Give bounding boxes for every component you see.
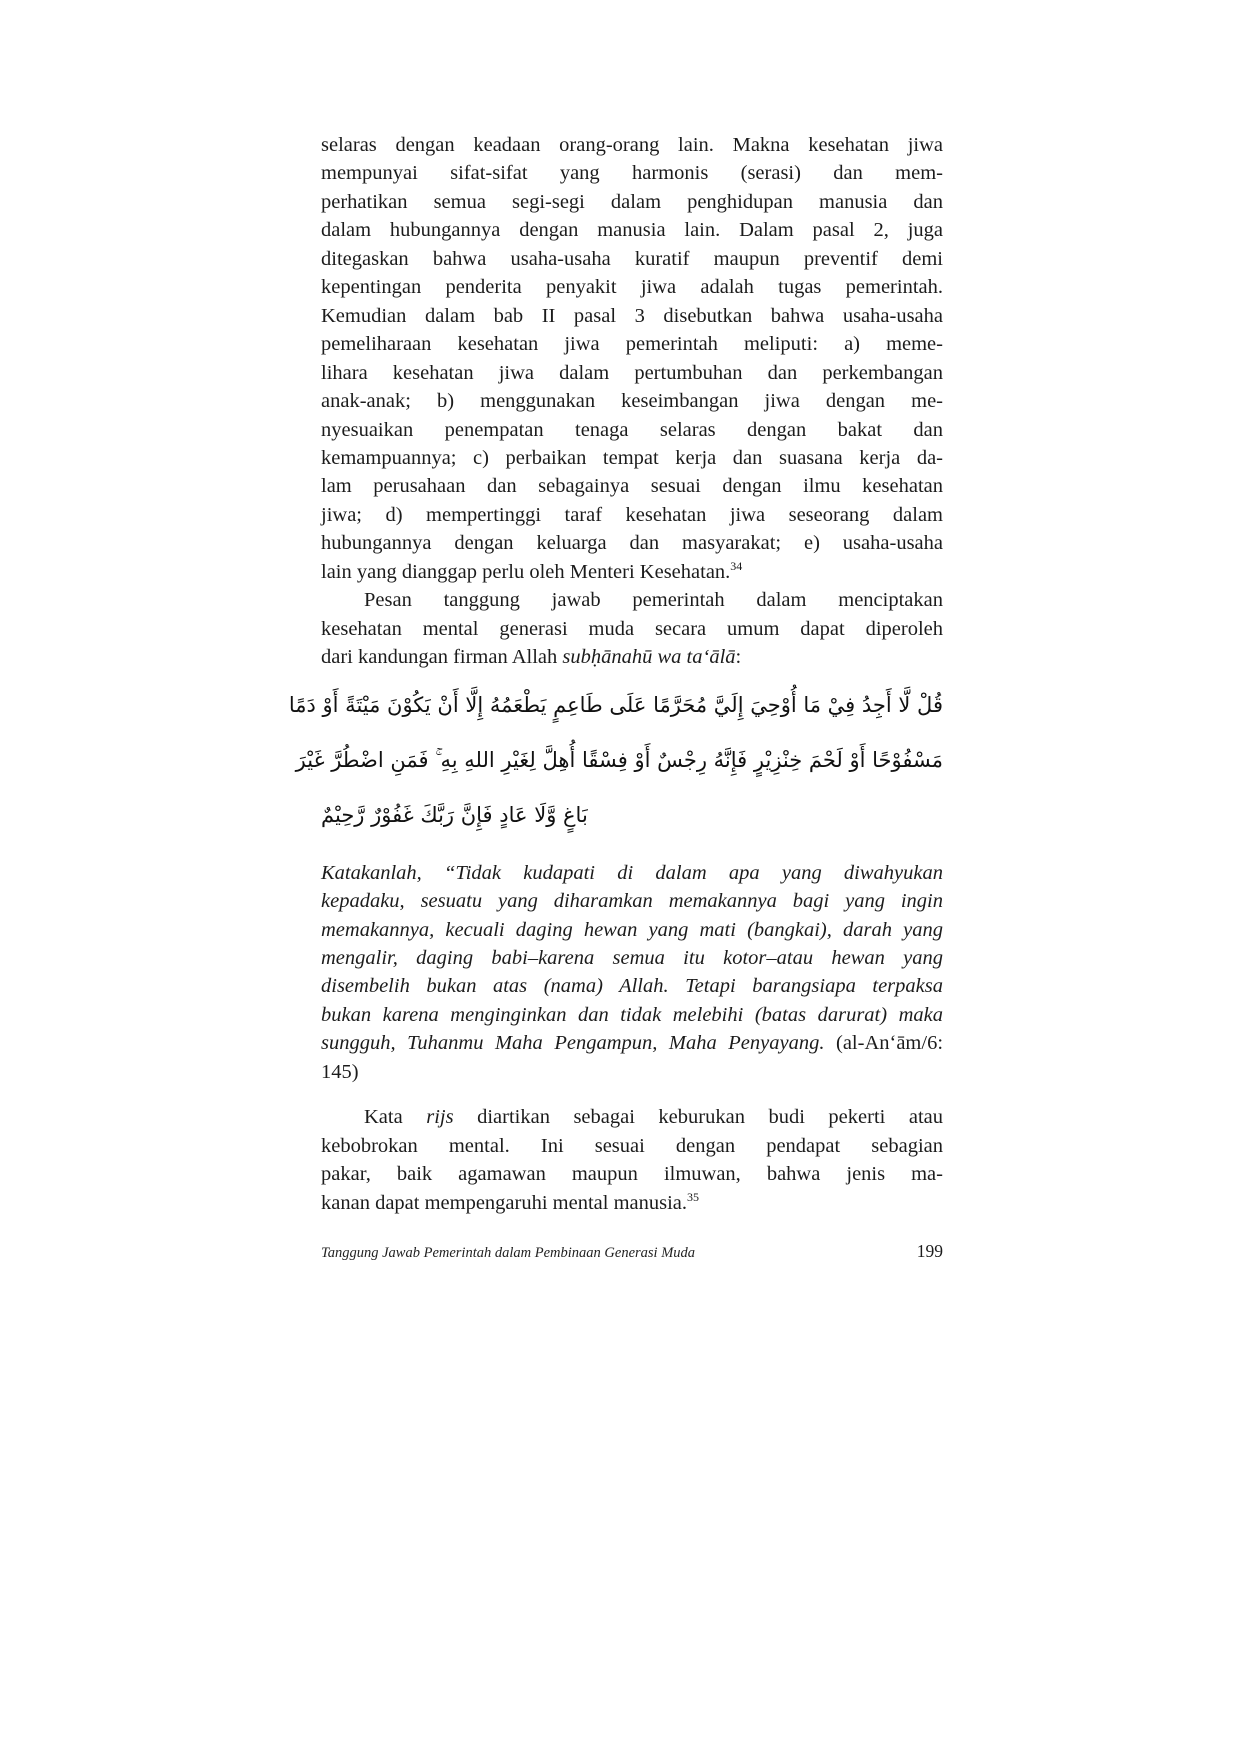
text-line: hubungannya dengan keluarga dan masyarakat; e) usaha-usaha	[321, 532, 943, 555]
text-run: lain yang dianggap perlu oleh Menteri Kesehatan.	[321, 560, 731, 583]
text-line: 145)	[321, 1060, 359, 1083]
text-line	[321, 1029, 943, 1057]
text-line	[321, 1103, 943, 1131]
quran-verse-arabic	[288, 678, 943, 843]
term-rijs: rijs	[426, 1106, 454, 1129]
text-line: lam perusahaan dan sebagainya sesuai dengan ilmu kesehatan	[321, 475, 943, 498]
text-line: nyesuaikan penempatan tenaga selaras dengan bakat dan	[321, 418, 943, 441]
text-line	[321, 1189, 943, 1217]
page-footer	[321, 1241, 943, 1262]
arabic-line: قُلْ لَّا أَجِدُ فِيْ مَا أُوْحِيَ إِلَيَّ مُحَرَّمًا عَلَى طَاعِمٍ يَطْعَمُهُ إِلَّا أَنْ يَكُوْنَ مَيْتَةً أَوْ دَمًا	[288, 692, 943, 717]
text-line: disembelih bukan atas (nama) Allah. Tetapi barangsiapa terpaksa	[321, 975, 943, 998]
text-line: kemampuannya; c) perbaikan tempat kerja dan suasana kerja da-	[321, 446, 943, 469]
text-line	[321, 558, 943, 586]
text-line: lihara kesehatan jiwa dalam pertumbuhan dan perkembangan	[321, 361, 943, 384]
text-line: memakannya, kecuali daging hewan yang mati (bangkai), darah yang	[321, 918, 943, 941]
text-block	[288, 131, 944, 1217]
text-line: kebobrokan mental. Ini sesuai dengan pendapat sebagian	[321, 1134, 943, 1157]
arabic-line: بَاغٍ وَّلَا عَادٍ فَإِنَّ رَبَّكَ غَفُوْرٌ رَّحِيْمٌ	[321, 802, 588, 827]
text-line: Kemudian dalam bab II pasal 3 disebutkan bahwa usaha-usaha	[321, 304, 943, 327]
text-line: pemeliharaan kesehatan jiwa pemerintah meliputi: a) meme-	[321, 333, 943, 356]
text-line: kesehatan mental generasi muda secara umum dapat diperoleh	[321, 617, 943, 640]
text-line: selaras dengan keadaan orang-orang lain. Makna kesehatan jiwa	[321, 134, 943, 156]
footnote-marker-34: 34	[730, 558, 743, 573]
transliteration-phrase: subḥānahū wa ta‘ālā	[562, 646, 736, 669]
text-line: bukan karena menginginkan dan tidak melebihi (batas darurat) maka	[321, 1003, 943, 1026]
text-line: Katakanlah, “Tidak kudapati di dalam apa yang diwahyukan	[321, 861, 943, 884]
text-run: sungguh, Tuhanmu Maha Pengampun, Maha Penyayang.	[321, 1032, 825, 1055]
text-line: mempunyai sifat-sifat yang harmonis (serasi) dan mem-	[321, 162, 943, 185]
text-run: dari kandungan firman Allah	[321, 646, 563, 669]
running-title: Tanggung Jawab Pemerintah dalam Pembinaan Generasi Muda	[321, 1245, 696, 1261]
text-line: Pesan tanggung jawab pemerintah dalam menciptakan	[364, 589, 943, 612]
body-paragraph-1	[321, 131, 943, 586]
text-line: kepadaku, sesuatu yang diharamkan memakannya bagi yang ingin	[321, 890, 943, 913]
page-number: 199	[916, 1241, 943, 1261]
text-line: jiwa; d) mempertinggi taraf kesehatan jiwa seseorang dalam	[321, 503, 943, 526]
text-line: mengalir, daging babi–karena semua itu kotor–atau hewan yang	[321, 946, 943, 969]
text-line: kepentingan penderita penyakit jiwa adalah tugas pemerintah.	[321, 276, 943, 299]
text-run: kanan dapat mempengaruhi mental manusia.	[321, 1191, 688, 1214]
arabic-line: مَسْفُوْحًا أَوْ لَحْمَ خِنْزِيْرٍ فَإِنَّهُ رِجْسٌ أَوْ فِسْقًا أُهِلَّ لِغَيْرِ اللهِ بِهِ ۚ فَمَنِ اضْطُرَّ غَيْرَ	[295, 747, 943, 772]
body-paragraph-2	[321, 586, 943, 671]
text-run: Kata	[364, 1106, 427, 1129]
text-run: :	[735, 646, 742, 669]
text-line: anak-anak; b) menggunakan keseimbangan jiwa dengan me-	[321, 390, 943, 413]
text-line: ditegaskan bahwa usaha-usaha kuratif maupun preventif demi	[321, 247, 943, 270]
verse-citation: (al-An‘ām/6:	[824, 1032, 944, 1055]
verse-translation	[321, 859, 943, 1087]
text-run: diartikan sebagai keburukan budi pekerti atau	[453, 1106, 943, 1129]
text-line: perhatikan semua segi-segi dalam penghidupan manusia dan	[321, 190, 943, 213]
text-line: pakar, baik agamawan maupun ilmuwan, bahwa jenis ma-	[321, 1163, 943, 1186]
text-line	[321, 643, 943, 671]
text-line: dalam hubungannya dengan manusia lain. Dalam pasal 2, juga	[321, 219, 943, 242]
footnote-marker-35: 35	[687, 1189, 700, 1204]
body-paragraph-3	[321, 1103, 943, 1217]
